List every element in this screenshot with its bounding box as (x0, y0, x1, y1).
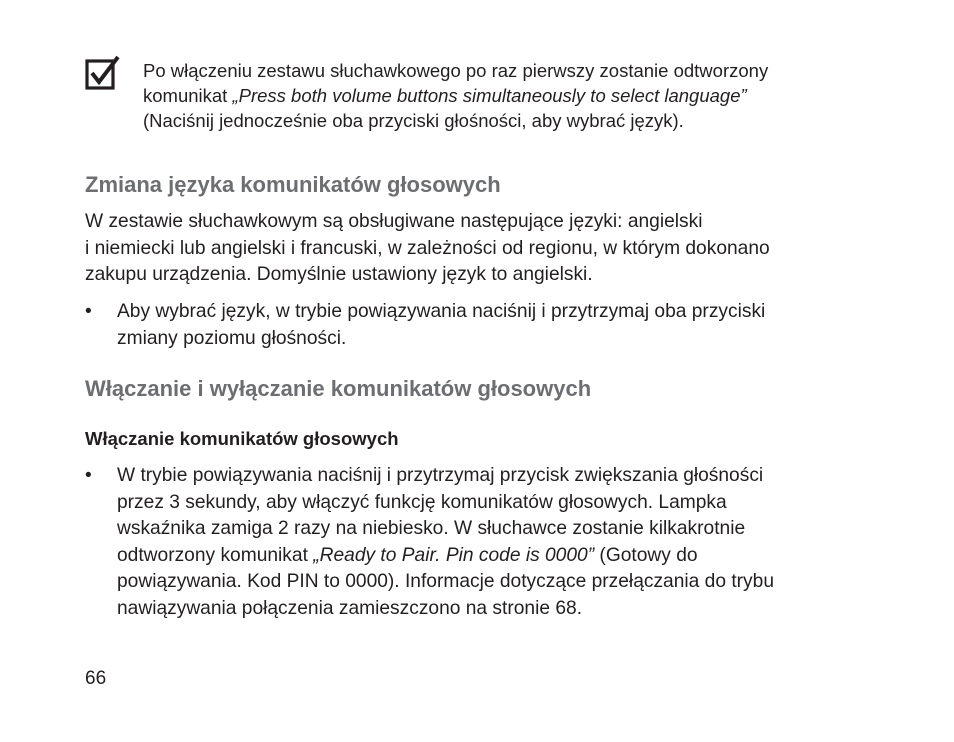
bullet-line-prefix: odtworzony komunikat (117, 544, 314, 566)
bullet-line: Aby wybrać język, w trybie powiązywania naciśnij i przytrzymaj oba przyciski (117, 301, 766, 322)
checkbox-check-icon (85, 55, 121, 91)
bullet-line: nawiązywania połączenia zamieszczono na stronie 68. (117, 597, 583, 619)
page-number: 66 (85, 668, 107, 689)
bullet-icon: • (85, 301, 92, 322)
bullet-line-suffix: (Gotowy do (594, 544, 698, 566)
section-heading-voice-prompts: Włączanie i wyłączanie komunikatów głosowych (85, 376, 592, 401)
paragraph-line: i niemiecki lub angielski i francuski, w zależności od regionu, w którym dokonano (85, 237, 770, 259)
paragraph-line: zakupu urządzenia. Domyślnie ustawiony język to angielski. (85, 264, 593, 285)
bullet-line: zmiany poziomu głośności. (117, 327, 347, 349)
note-line-2-prefix: komunikat (143, 85, 233, 106)
bullet-line: wskaźnika zamiga 2 razy na niebiesko. W słuchawce zostanie kilkakrotnie (117, 518, 746, 539)
note-line-2 (143, 83, 903, 108)
note-line-3: (Naciśnij jednocześnie oba przyciski głośności, aby wybrać język). (143, 110, 684, 131)
bullet-quote: „Ready to Pair. Pin code is 0000” (313, 544, 595, 566)
bullet-icon: • (85, 465, 92, 486)
paragraph-line: W zestawie słuchawkowym są obsługiwane następujące języki: angielski (85, 211, 703, 232)
subheading-enable-prompts: Włączanie komunikatów głosowych (85, 428, 399, 449)
section-paragraph (85, 209, 885, 289)
bullet-line (117, 543, 907, 570)
note-line-1: Po włączeniu zestawu słuchawkowego po raz pierwszy zostanie odtworzony (143, 60, 769, 81)
bullet-text (117, 463, 907, 622)
section-heading-language: Zmiana języka komunikatów głosowych (85, 172, 501, 197)
note-text (143, 58, 903, 133)
bullet-line: przez 3 sekundy, aby włączyć funkcję komunikatów głosowych. Lampka (117, 491, 727, 513)
note-quote: „Press both volume buttons simultaneously to select language” (232, 85, 747, 106)
bullet-text (117, 299, 907, 352)
bullet-line: powiązywania. Kod PIN to 0000). Informacje dotyczące przełączania do trybu (117, 571, 774, 592)
bullet-line: W trybie powiązywania naciśnij i przytrzymaj przycisk zwiększania głośności (117, 465, 764, 486)
